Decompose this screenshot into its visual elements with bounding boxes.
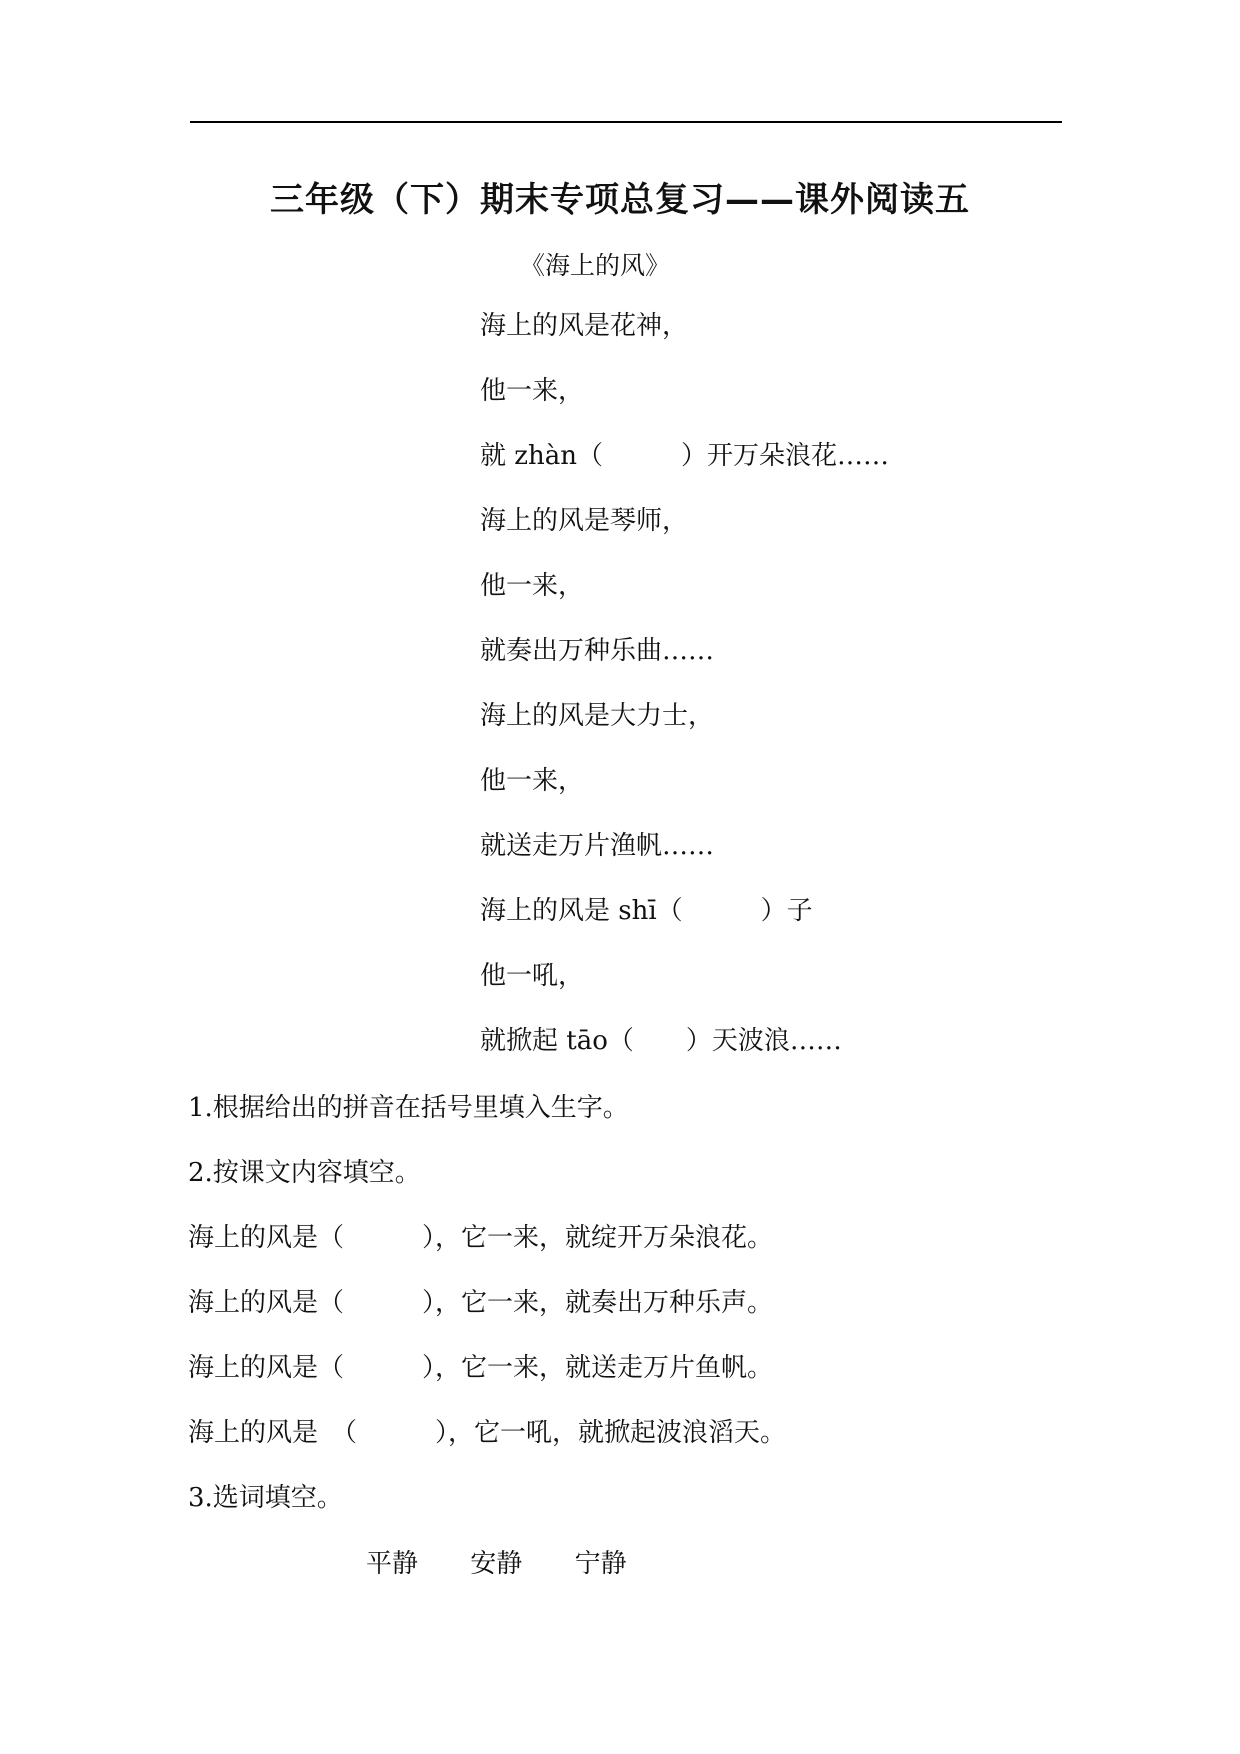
fill-blank-line: 海上的风是（ ），它一来，就奏出万种乐声。 [188,1288,774,1318]
word-choice: 平静 [366,1549,419,1579]
poem-line: 他一来， [480,766,585,796]
poem-line: 海上的风是琴师， [480,506,689,536]
question-2: 2.按课文内容填空。 [188,1158,421,1188]
poem-line: 他一吼， [480,961,585,991]
poem-line: 就 zhàn（ ）开万朵浪花…… [480,441,889,471]
poem-line: 就送走万片渔帆…… [480,831,715,861]
poem-line: 海上的风是大力士， [480,701,715,731]
poem-line: 海上的风是花神， [480,311,689,341]
question-3: 3.选词填空。 [188,1483,343,1513]
poem-line: 他一来， [480,571,585,601]
poem-line: 他一来， [480,376,585,406]
word-choice: 安静 [470,1549,523,1579]
poem-line: 海上的风是 shī（ ）子 [480,896,813,926]
poem-body [480,308,889,1088]
poem-title: 《海上的风》 [520,251,671,280]
word-choices [366,1543,671,1580]
question-1: 1.根据给出的拼音在括号里填入生字。 [188,1093,629,1123]
poem-line: 就奏出万种乐曲…… [480,636,715,666]
page-title: 三年级（下）期末专项总复习——课外阅读五 [270,180,970,220]
fill-blank-line: 海上的风是 （ ），它一吼，就掀起波浪滔天。 [188,1418,787,1448]
header-rule [190,121,1062,123]
fill-blank-line: 海上的风是（ ），它一来，就送走万片鱼帆。 [188,1353,774,1383]
word-choice: 宁静 [574,1549,627,1579]
questions-section [188,1090,786,1545]
fill-blank-line: 海上的风是（ ），它一来，就绽开万朵浪花。 [188,1223,774,1253]
poem-line: 就掀起 tāo（ ）天波浪…… [480,1026,842,1056]
